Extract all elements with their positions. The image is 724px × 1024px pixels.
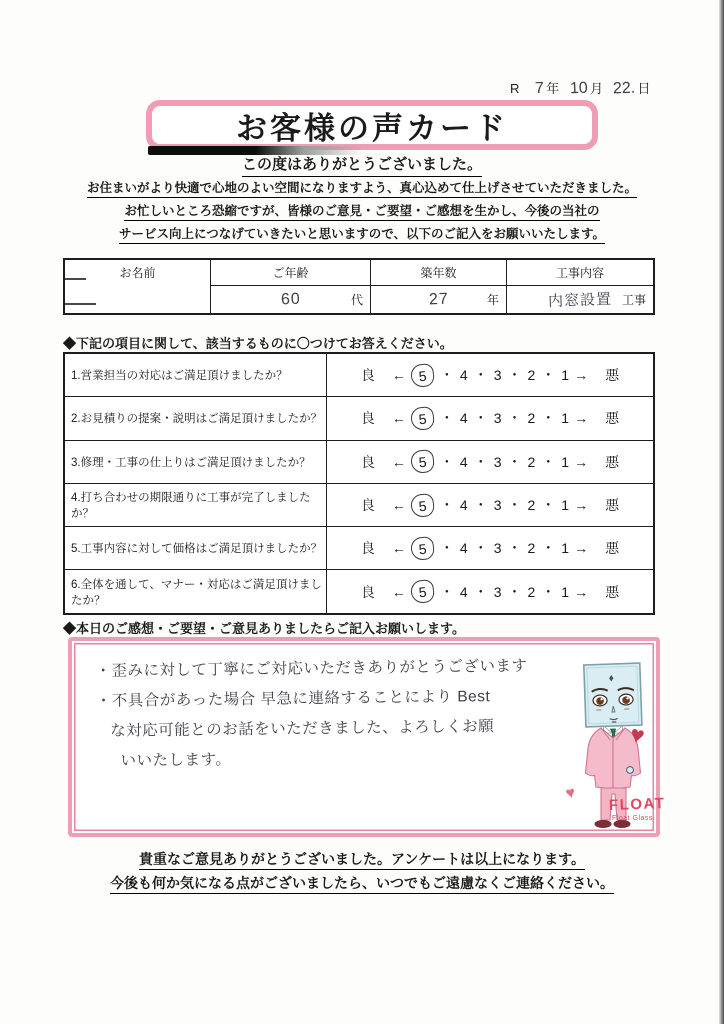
rating-option: 3 <box>493 497 502 514</box>
rating-good-label: 良 <box>360 497 375 514</box>
rating-scale <box>327 441 653 483</box>
rating-scale <box>327 527 653 569</box>
year-suffix: 年 <box>546 81 560 96</box>
brand-sub-label: Float Glass <box>612 815 653 822</box>
intro-text <box>0 181 724 250</box>
rating-separator: ・ <box>439 583 454 600</box>
month-suffix: 月 <box>590 81 604 96</box>
rating-separator: ・ <box>541 497 556 514</box>
rating-option: 2 <box>527 453 536 470</box>
name-redaction-mark <box>65 303 96 305</box>
question-text: 5.工事内容に対して価格はご満足頂けましたか？ <box>65 527 327 569</box>
age-value: 60 <box>280 290 301 308</box>
name-redaction-mark <box>65 278 86 280</box>
rating-bad-label: 悪 <box>605 540 620 557</box>
rating-separator: ・ <box>473 583 488 600</box>
question-text: 2.お見積りの提案・説明はご満足頂けましたか？ <box>65 397 327 439</box>
rating-bad-label: 悪 <box>605 453 620 470</box>
year-value: 7 <box>535 79 545 98</box>
rating-option: 4 <box>459 410 468 427</box>
rating-bad-label: 悪 <box>605 497 620 514</box>
column-header-name: お名前 <box>119 266 156 280</box>
brand-label: FLOAT <box>608 795 666 814</box>
column-header-age: ご年齢 <box>211 260 370 286</box>
footer-line: 貴重なご意見ありがとうございました。アンケートは以上になります。 <box>139 851 585 870</box>
comment-line: ・不具合があった場合 早急に連絡することにより Best <box>95 688 491 710</box>
left-arrow-icon: ← <box>391 497 406 514</box>
rating-option-selected: 5 <box>410 579 435 604</box>
rating-separator: ・ <box>473 367 488 384</box>
rating-separator: ・ <box>473 540 488 557</box>
name-column <box>65 260 210 313</box>
scan-edge-artifact <box>719 0 724 1024</box>
question-text: 4.打ち合わせの期限通りに工事が完了しましたか？ <box>65 484 327 526</box>
rating-separator: ・ <box>473 410 488 427</box>
rating-bad-label: 悪 <box>605 367 620 384</box>
rating-scale <box>327 570 653 612</box>
column-header-building-age: 築年数 <box>371 260 506 286</box>
rating-option: 1 <box>561 453 570 470</box>
glass-head <box>584 663 642 727</box>
rating-scale <box>327 397 653 439</box>
rating-separator: ・ <box>439 540 454 557</box>
question-text: 6.全体を通して、マナー・対応はご満足頂けましたか？ <box>65 570 327 612</box>
month-value: 10 <box>570 79 589 98</box>
heart-icon: ♥ <box>564 784 578 803</box>
work-type-unit: 工事 <box>621 293 646 307</box>
rating-separator: ・ <box>507 583 522 600</box>
rating-option: 2 <box>527 583 536 600</box>
rating-option: 3 <box>493 540 502 557</box>
survey-row <box>65 483 653 526</box>
column-header-work-type: 工事内容 <box>507 260 653 286</box>
comment-line: な対応可能とのお話をいただきました、よろしくお願 <box>110 718 495 740</box>
left-arrow-icon: ← <box>391 540 406 557</box>
right-arrow-icon: → <box>574 540 589 557</box>
rating-option: 3 <box>493 367 502 384</box>
building-age-column <box>370 260 506 313</box>
survey-table <box>63 352 655 615</box>
rating-option-selected: 5 <box>410 449 435 474</box>
rating-option: 1 <box>561 410 570 427</box>
info-table <box>63 258 655 315</box>
rating-separator: ・ <box>507 410 522 427</box>
rating-option: 4 <box>459 540 468 557</box>
rating-option-selected: 5 <box>410 536 435 561</box>
work-type-value: 内窓設置 <box>547 290 613 311</box>
left-arrow-icon: ← <box>391 410 406 427</box>
rating-option: 4 <box>459 497 468 514</box>
rating-option: 1 <box>561 540 570 557</box>
rating-bad-label: 悪 <box>605 410 620 427</box>
right-arrow-icon: → <box>574 453 589 470</box>
rating-option: 2 <box>527 540 536 557</box>
rating-bad-label: 悪 <box>605 583 620 600</box>
left-arrow-icon: ← <box>391 453 406 470</box>
rating-separator: ・ <box>473 453 488 470</box>
rating-separator: ・ <box>541 583 556 600</box>
survey-heading: ◆下記の項目に関して、該当するものに〇つけてお答えください。 <box>63 336 453 351</box>
age-column <box>210 260 370 313</box>
work-type-column <box>506 260 653 313</box>
survey-row <box>65 396 653 439</box>
rating-option: 2 <box>527 367 536 384</box>
survey-row <box>65 440 653 483</box>
rating-separator: ・ <box>541 410 556 427</box>
question-text: 3.修理・工事の仕上りはご満足頂けましたか？ <box>65 441 327 483</box>
intro-line: お住まいがより快適で心地のよい空間になりますよう、真心込めて仕上げさせていただきました。 <box>87 181 637 198</box>
comment-text <box>95 651 582 777</box>
rating-separator: ・ <box>541 453 556 470</box>
day-suffix: 日 <box>637 81 651 96</box>
right-arrow-icon: → <box>574 410 589 427</box>
rating-separator: ・ <box>507 497 522 514</box>
rating-option: 4 <box>459 453 468 470</box>
rating-option: 3 <box>493 453 502 470</box>
comment-line: ・歪みに対して丁寧にご対応いただきありがとうございます <box>95 657 528 680</box>
rating-scale <box>327 484 653 526</box>
rating-separator: ・ <box>473 497 488 514</box>
rating-option: 4 <box>459 583 468 600</box>
rating-separator: ・ <box>541 540 556 557</box>
right-arrow-icon: → <box>574 367 589 384</box>
right-arrow-icon: → <box>574 497 589 514</box>
rating-option: 3 <box>493 583 502 600</box>
rating-option: 3 <box>493 410 502 427</box>
survey-row <box>65 526 653 569</box>
rating-option-selected: 5 <box>410 406 435 431</box>
intro-line: お忙しいところ恐縮ですが、皆様のご意見・ご要望・ご感想を生かし、今後の当社の <box>124 204 599 221</box>
rating-separator: ・ <box>439 497 454 514</box>
rating-separator: ・ <box>439 453 454 470</box>
rating-option-selected: 5 <box>410 363 435 388</box>
rating-option: 1 <box>561 497 570 514</box>
rating-option-selected: 5 <box>410 492 435 517</box>
rating-good-label: 良 <box>360 540 375 557</box>
thanks-line: この度はありがとうございました。 <box>0 153 724 177</box>
rating-separator: ・ <box>439 367 454 384</box>
era-label: R <box>510 81 520 96</box>
question-text: 1.営業担当の対応はご満足頂けましたか？ <box>65 354 327 396</box>
footer-line: 今後も何か気になる点がございましたら、いつでもご遠慮なくご連絡ください。 <box>110 875 614 894</box>
comments-heading: ◆本日のご感想・ご要望・ご意見ありましたらご記入お願いします。 <box>63 621 465 636</box>
survey-row <box>65 569 653 612</box>
day-value: 22. <box>612 79 636 98</box>
comment-line: いいたします。 <box>120 751 232 770</box>
rating-separator: ・ <box>541 367 556 384</box>
rating-scale <box>327 354 653 396</box>
age-unit: 代 <box>350 293 363 307</box>
building-age-value: 27 <box>428 290 449 308</box>
intro-line: サービス向上につなげていきたいと思いますので、以下のご記入をお願いいたします。 <box>119 227 605 244</box>
rating-option: 1 <box>561 367 570 384</box>
rating-separator: ・ <box>439 410 454 427</box>
left-arrow-icon: ← <box>391 367 406 384</box>
date-line <box>508 78 652 98</box>
survey-row <box>65 354 653 396</box>
rating-separator: ・ <box>507 367 522 384</box>
rating-good-label: 良 <box>360 453 375 470</box>
rating-separator: ・ <box>507 453 522 470</box>
right-arrow-icon: → <box>574 583 589 600</box>
rating-separator: ・ <box>507 540 522 557</box>
rating-option: 1 <box>561 583 570 600</box>
page-title: お客様の声カード <box>236 110 508 146</box>
title-box <box>146 100 598 150</box>
footer-text <box>0 851 724 899</box>
rating-option: 2 <box>527 410 536 427</box>
heart-icon: ♥ <box>627 720 648 751</box>
rating-good-label: 良 <box>360 583 375 600</box>
left-arrow-icon: ← <box>391 583 406 600</box>
rating-good-label: 良 <box>360 410 375 427</box>
rating-good-label: 良 <box>360 367 375 384</box>
rating-option: 4 <box>459 367 468 384</box>
rating-option: 2 <box>527 497 536 514</box>
building-age-unit: 年 <box>486 293 499 307</box>
